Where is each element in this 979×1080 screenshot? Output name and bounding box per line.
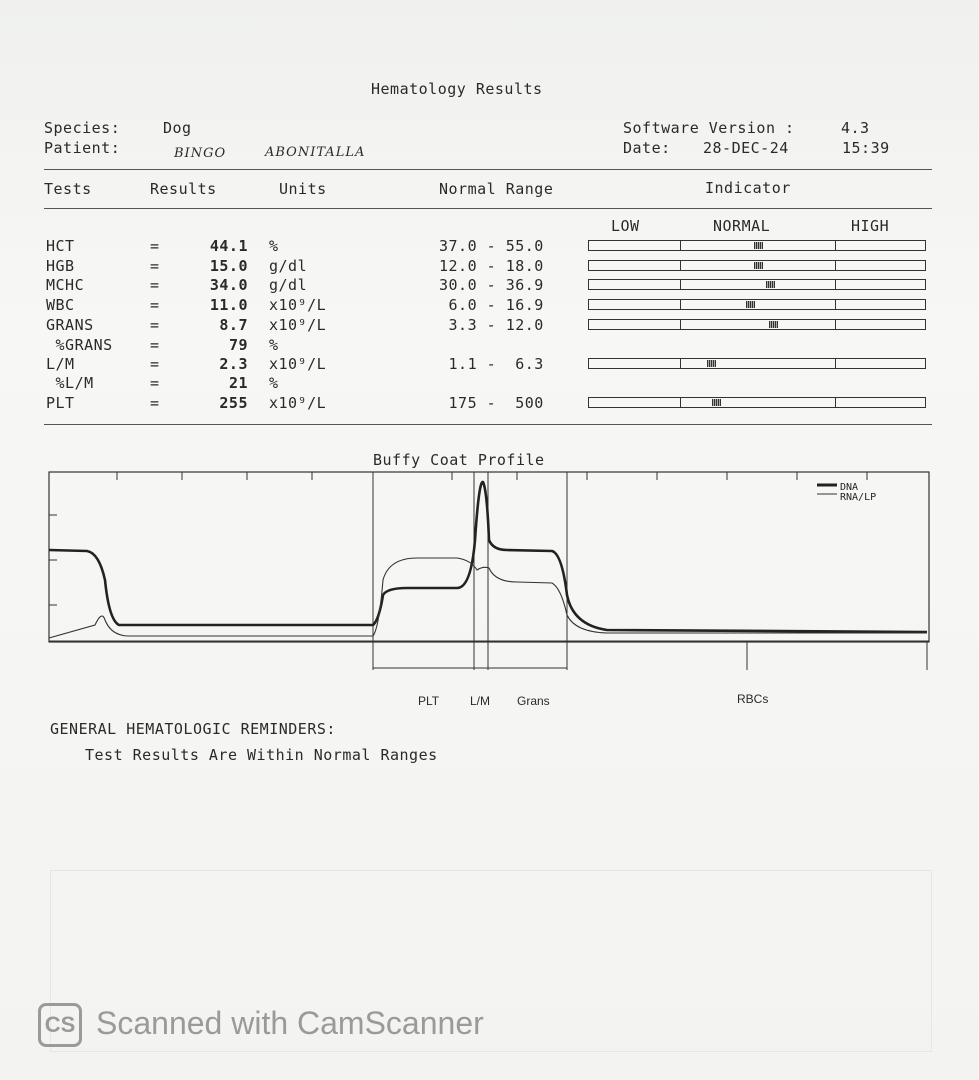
result-row: [44, 374, 934, 394]
result-unit: x10⁹/L: [269, 316, 327, 334]
equals-sign: =: [150, 316, 160, 334]
result-row: [44, 276, 934, 296]
equals-sign: =: [150, 296, 160, 314]
equals-sign: =: [150, 237, 160, 255]
software-value: 4.3: [841, 119, 870, 137]
indicator-bar: [588, 319, 926, 330]
col-normal-range: Normal Range: [439, 180, 554, 198]
date-value: 28-DEC-24: [703, 139, 789, 157]
indicator-marker: [769, 321, 778, 328]
indicator-bar: [588, 240, 926, 251]
species-label: Species:: [44, 119, 121, 137]
table-rule-bottom: [44, 424, 932, 425]
result-value: 8.7: [219, 316, 248, 334]
test-name: MCHC: [46, 276, 85, 294]
result-unit: g/dl: [269, 257, 308, 275]
result-unit: %: [269, 237, 279, 255]
equals-sign: =: [150, 257, 160, 275]
result-value: 255: [219, 394, 248, 412]
zone-label-plt: PLT: [418, 694, 440, 708]
scale-normal: NORMAL: [713, 217, 771, 235]
species-value: Dog: [163, 119, 192, 137]
result-unit: x10⁹/L: [269, 296, 327, 314]
equals-sign: =: [150, 394, 160, 412]
chart-frame: [49, 472, 929, 642]
result-value: 21: [228, 374, 248, 392]
indicator-marker: [754, 242, 763, 249]
result-unit: %: [269, 374, 279, 392]
zone-label-grans: Grans: [517, 694, 550, 708]
top-ticks: [117, 472, 867, 480]
result-unit: x10⁹/L: [269, 394, 327, 412]
camscanner-text: Scanned with CamScanner: [96, 1005, 484, 1041]
equals-sign: =: [150, 374, 160, 392]
indicator-bar: [588, 397, 926, 408]
test-name: HGB: [46, 257, 75, 275]
equals-sign: =: [150, 276, 160, 294]
header-rule-bottom: [44, 208, 932, 209]
normal-range: 37.0 - 55.0: [439, 237, 544, 255]
result-row: [44, 237, 934, 257]
normal-range: 3.3 - 12.0: [439, 316, 544, 334]
indicator-marker: [746, 301, 755, 308]
result-row: [44, 336, 934, 356]
result-row: [44, 296, 934, 316]
patient-label: Patient:: [44, 139, 121, 157]
col-results: Results: [150, 180, 217, 198]
test-name: L/M: [46, 355, 75, 373]
test-name: %L/M: [46, 374, 94, 392]
indicator-marker: [766, 281, 775, 288]
reminders-heading: GENERAL HEMATOLOGIC REMINDERS:: [50, 720, 336, 738]
indicator-bar: [588, 260, 926, 271]
result-unit: g/dl: [269, 276, 308, 294]
normal-range: 30.0 - 36.9: [439, 276, 544, 294]
legend-rna-label: RNA/LP: [840, 492, 877, 503]
scale-high: HIGH: [851, 217, 890, 235]
normal-range: 6.0 - 16.9: [439, 296, 544, 314]
normal-range: 12.0 - 18.0: [439, 257, 544, 275]
result-row: [44, 394, 934, 414]
result-value: 15.0: [209, 257, 248, 275]
col-units: Units: [279, 180, 327, 198]
indicator-bar: [588, 299, 926, 310]
scale-low: LOW: [611, 217, 640, 235]
col-tests: Tests: [44, 180, 92, 198]
time-value: 15:39: [842, 139, 890, 157]
result-value: 2.3: [219, 355, 248, 373]
normal-range: 175 - 500: [439, 394, 544, 412]
result-unit: %: [269, 336, 279, 354]
software-label: Software Version :: [623, 119, 795, 137]
reminders-text: Test Results Are Within Normal Ranges: [85, 746, 438, 764]
result-value: 44.1: [209, 237, 248, 255]
patient-last-name: ABONITALLA: [265, 145, 366, 160]
test-name: HCT: [46, 237, 75, 255]
zone-label-lm: L/M: [470, 694, 491, 708]
left-ticks: [49, 515, 57, 605]
legend-dna-label: DNA: [840, 482, 859, 493]
camscanner-logo: CS: [38, 1003, 82, 1047]
test-name: GRANS: [46, 316, 94, 334]
equals-sign: =: [150, 355, 160, 373]
zone-label-rbcs: RBCs: [737, 692, 769, 706]
test-name: %GRANS: [46, 336, 113, 354]
indicator-marker: [712, 399, 721, 406]
result-value: 34.0: [209, 276, 248, 294]
equals-sign: =: [150, 336, 160, 354]
test-name: PLT: [46, 394, 75, 412]
indicator-marker: [707, 360, 716, 367]
header-rule-top: [44, 169, 932, 170]
patient-first-name: BINGO: [174, 146, 227, 161]
result-row: [44, 257, 934, 277]
test-name: WBC: [46, 296, 75, 314]
result-unit: x10⁹/L: [269, 355, 327, 373]
result-row: [44, 355, 934, 375]
buffy-title: Buffy Coat Profile: [373, 451, 545, 469]
indicator-bar: [588, 358, 926, 369]
col-indicator: Indicator: [705, 179, 791, 197]
report-title: Hematology Results: [371, 80, 543, 98]
indicator-bar: [588, 279, 926, 290]
normal-range: 1.1 - 6.3: [439, 355, 544, 373]
result-value: 79: [228, 336, 248, 354]
result-row: [44, 316, 934, 336]
buffy-coat-chart: [47, 470, 932, 680]
date-label: Date:: [623, 139, 671, 157]
indicator-marker: [754, 262, 763, 269]
result-value: 11.0: [209, 296, 248, 314]
